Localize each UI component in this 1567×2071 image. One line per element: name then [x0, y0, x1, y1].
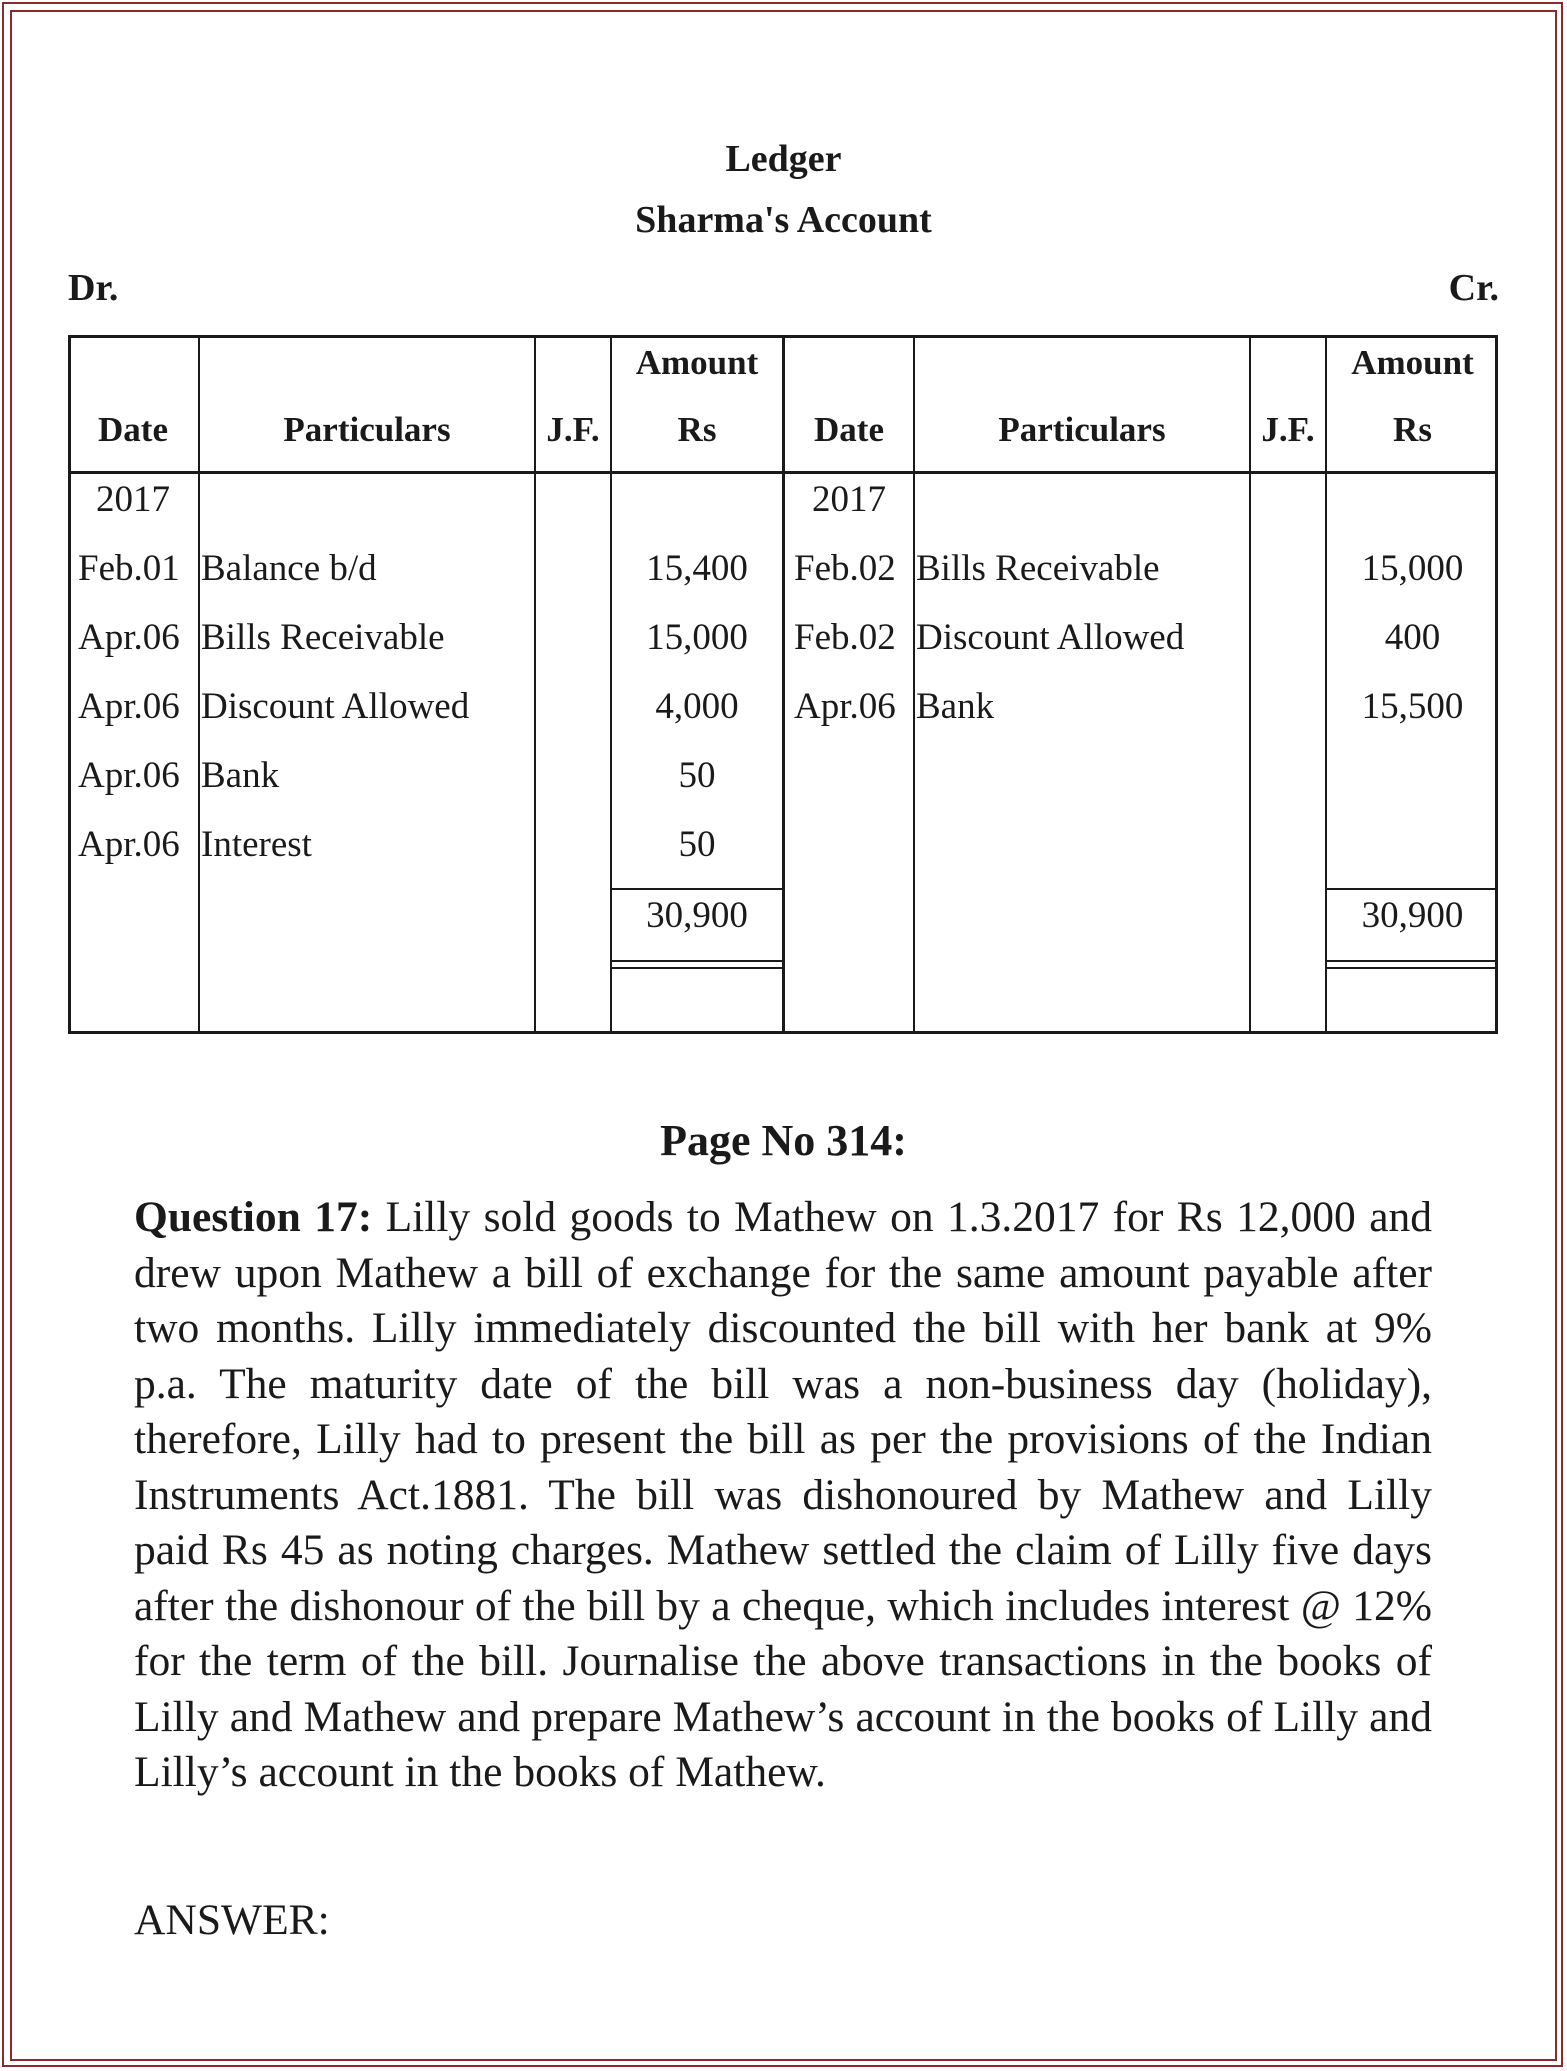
credit-particulars: Discount Allowed — [916, 617, 1185, 658]
debit-double-line — [611, 960, 783, 962]
debit-total-line — [611, 888, 783, 890]
header-date: Date — [814, 410, 884, 449]
credit-double-line — [1326, 967, 1498, 969]
page-number: Page No 314: — [660, 1116, 907, 1165]
debit-date: Apr.06 — [78, 686, 180, 727]
debit-date: Feb.01 — [78, 548, 180, 589]
debit-amount: 4,000 — [655, 686, 739, 727]
credit-amount: 400 — [1384, 617, 1441, 658]
header-date: Date — [98, 410, 168, 449]
debit-double-line — [611, 967, 783, 969]
debit-particulars: Bank — [201, 755, 280, 796]
credit-amount: 15,500 — [1361, 686, 1464, 727]
credit-double-line — [1326, 960, 1498, 962]
debit-particulars: Discount Allowed — [201, 686, 470, 727]
ledger-title: Ledger — [725, 138, 842, 180]
debit-amount: 50 — [678, 755, 716, 796]
ledger-table — [68, 335, 1498, 1034]
debit-amount: 15,400 — [646, 548, 748, 589]
header-amount: Amount — [1351, 343, 1474, 382]
question-text: Lilly sold goods to Mathew on 1.3.2017 for Rs 12,000 and drew upon Mathew a bill of exchange for the same amount payable after two months. Lilly immediately discounted the bill with her bank at 9% p.a. The maturity date of the bill was a non-business day (holiday), therefore, Lilly had to present the bill as per the provisions of the Indian Instruments Act.1881. The bill was dishonoured by Mathew and Lilly paid Rs 45 as noting charges. Mathew settled the claim of Lilly five days after the dishonour of the bill by a cheque, which includes interest @ 12% for the term of the bill. Journalise the above transactions in the books of Lilly and Mathew and prepare Mathew’s account in the books of Lilly and Lilly’s account in the books of Mathew. — [134, 1193, 1433, 1796]
debit-amount: 15,000 — [646, 617, 748, 658]
credit-label: Cr. — [1448, 267, 1499, 309]
debit-amount: 50 — [678, 824, 716, 865]
credit-particulars: Bills Receivable — [916, 548, 1160, 589]
credit-date: Apr.06 — [794, 686, 896, 727]
debit-date: Apr.06 — [78, 824, 180, 865]
debit-date: Apr.06 — [78, 617, 180, 658]
credit-date: Feb.02 — [794, 617, 896, 658]
header-particulars: Particulars — [283, 410, 451, 449]
header-amount: Amount — [635, 343, 759, 382]
credit-total-line — [1326, 888, 1498, 890]
credit-amount: 15,000 — [1361, 548, 1464, 589]
answer-label: ANSWER: — [134, 1896, 330, 1944]
debit-total: 30,900 — [646, 895, 748, 936]
header-jf: J.F. — [1261, 410, 1315, 449]
header-particulars: Particulars — [998, 410, 1166, 449]
debit-year: 2017 — [96, 479, 170, 520]
header-rs: Rs — [677, 410, 717, 449]
question-paragraph — [134, 1190, 1432, 1801]
debit-particulars: Bills Receivable — [201, 617, 445, 658]
debit-date: Apr.06 — [78, 755, 180, 796]
header-rs: Rs — [1393, 410, 1432, 449]
account-title: Sharma's Account — [635, 199, 932, 241]
header-jf: J.F. — [546, 410, 600, 449]
debit-particulars: Balance b/d — [201, 548, 377, 589]
credit-total: 30,900 — [1361, 895, 1464, 936]
debit-particulars: Interest — [201, 824, 312, 865]
question-label: Question 17: — [134, 1193, 373, 1241]
debit-label: Dr. — [68, 267, 119, 309]
credit-particulars: Bank — [916, 686, 995, 727]
credit-year: 2017 — [812, 479, 886, 520]
credit-date: Feb.02 — [794, 548, 896, 589]
